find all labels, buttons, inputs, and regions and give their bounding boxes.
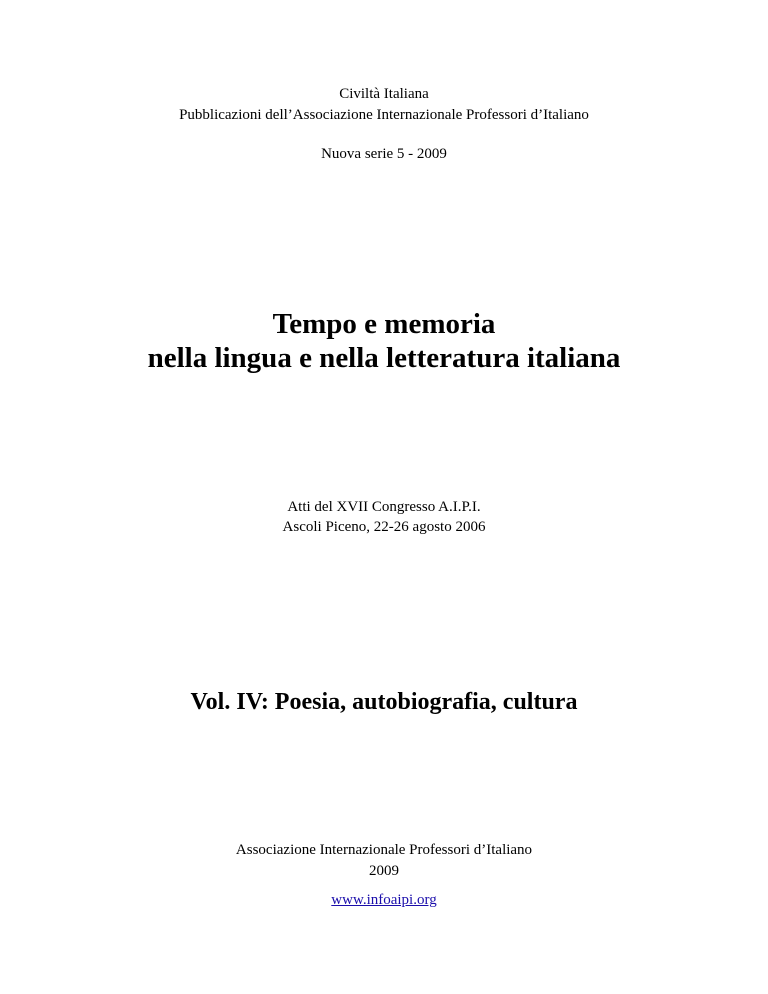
- website-link-row: [0, 890, 768, 910]
- publisher-line: Pubblicazioni dell’Associazione Internazionale Professori d’Italiano: [179, 107, 589, 123]
- footer-publisher: Associazione Internazionale Professori d’Italiano: [235, 842, 533, 858]
- footer-year: 2009: [369, 863, 399, 879]
- website-link[interactable]: www.infoaipi.org: [331, 892, 437, 908]
- series-name: Civiltà Italiana: [339, 86, 429, 102]
- book-title-line-2: nella lingua e nella letteratura italiana: [147, 342, 621, 374]
- proceedings-line-2: Ascoli Piceno, 22-26 agosto 2006: [282, 519, 486, 535]
- series-number: Nuova serie 5 - 2009: [321, 146, 447, 162]
- proceedings-line-1: Atti del XVII Congresso A.I.P.I.: [287, 499, 481, 515]
- volume-title: Vol. IV: Poesia, autobiografia, cultura: [190, 689, 578, 715]
- book-title-line-1: Tempo e memoria: [272, 308, 496, 340]
